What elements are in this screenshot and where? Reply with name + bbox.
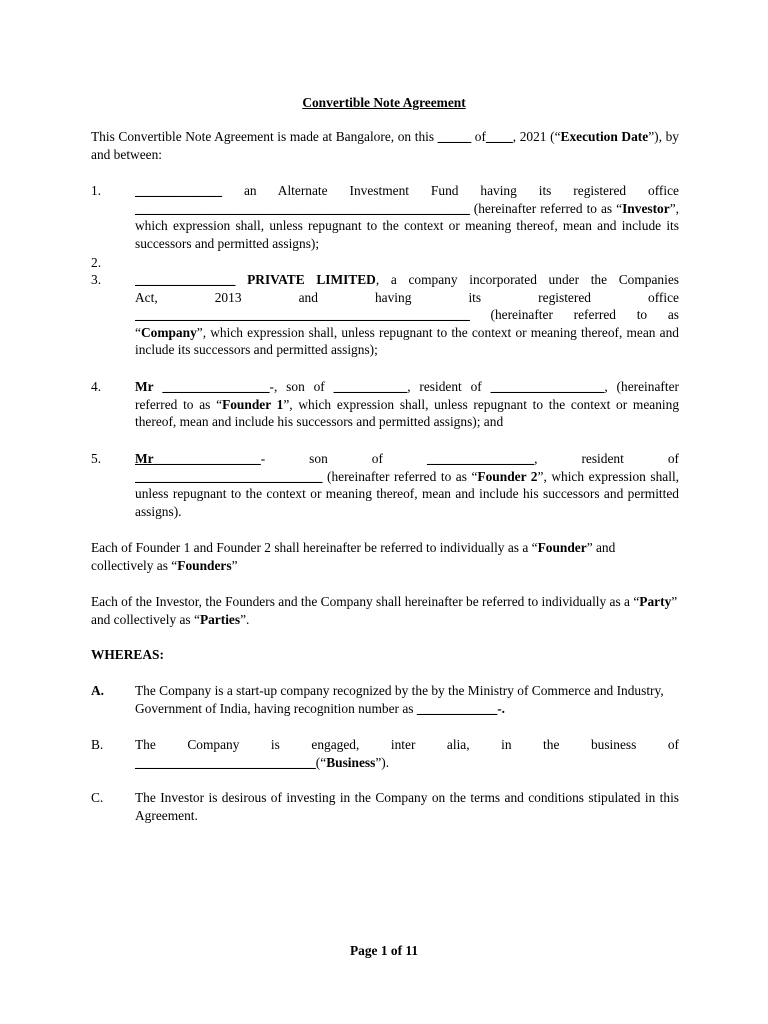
party-text: (hereinafter referred to as “ [322, 468, 478, 484]
party-founder-1 [91, 378, 679, 431]
company-suffix: PRIVATE LIMITED [235, 272, 376, 287]
party-text: ”, which expression shall, unless repugnant to the context or meaning thereof, mean and include his successors and permitted assigns). [135, 468, 679, 519]
month-blank: ____ [485, 129, 513, 144]
parties-term: Parties [199, 611, 241, 627]
business-blank: ___________________________ [135, 754, 316, 770]
party-text: ”, which expression shall, unless repugnant to the context or meaning thereof, mean and include its successors and permitted assigns); [135, 200, 679, 251]
recital-b [91, 736, 679, 771]
recital-c [91, 789, 679, 824]
paragraph-text: ” and collectively as “ [91, 540, 616, 573]
party-company [91, 271, 679, 359]
founder-2-father-blank: ________________ [426, 451, 535, 466]
party-text: (hereinafter referred to as “ [469, 200, 623, 216]
paragraph-text: ”. [240, 611, 250, 627]
recital-text: The Investor is desirous of investing in the Company on the terms and conditions stipulated in this Agreement. [135, 790, 679, 823]
investor-office-blank: __________________________________________________ [135, 200, 470, 216]
footer-text: Page [349, 943, 381, 958]
paragraph-text: Each of the Investor, the Founders and the Company shall hereinafter be referred to individually as a “ [91, 594, 640, 609]
whereas-heading: WHEREAS: [91, 647, 164, 662]
founder-1-father-blank: ___________ [333, 379, 408, 394]
paragraph-text: ” [231, 557, 238, 573]
party-text: -, son of [269, 379, 334, 394]
party-text: , resident of [534, 451, 679, 466]
party-text: - son of [260, 451, 427, 466]
party-number: 1. [91, 183, 102, 198]
parties-definition [91, 593, 679, 628]
founders-definition [91, 539, 679, 574]
intro-text: , 2021 (“ [512, 129, 561, 144]
day-blank: _____ [437, 129, 472, 144]
recital-text: (“ [315, 754, 327, 770]
document-title: Convertible Note Agreement [302, 95, 466, 110]
footer-text: of [387, 943, 406, 958]
recital-a [91, 682, 679, 717]
recital-text: The Company is engaged, inter alia, in the business of [135, 737, 679, 752]
founder-2-name-blank: ________________ [153, 451, 261, 466]
party-investor [91, 182, 679, 252]
party-number: 2. [91, 255, 102, 270]
founder-1-name-blank: ________________ [162, 379, 270, 394]
paragraph-text: Each of Founder 1 and Founder 2 shall hereinafter be referred to individually as a “ [91, 540, 538, 555]
company-name-blank: _______________ [135, 272, 236, 287]
intro-text: ”), by and between: [91, 129, 679, 162]
company-term: Company [140, 324, 197, 340]
recognition-number-blank: ____________ [416, 700, 498, 716]
founder-1-residence-blank: _________________ [490, 379, 605, 394]
party-text: ”, which expression shall, unless repugnant to the context or meaning thereof, mean and include its successors and permitted assigns); [135, 324, 679, 358]
founder-title: Mr [135, 451, 154, 466]
party-number: 3. [91, 272, 102, 287]
founder-2-term: Founder 2 [477, 468, 538, 484]
party-text: an Alternate Investment Fund having its registered office [222, 183, 679, 198]
investor-term: Investor [622, 200, 670, 216]
founders-term: Founders [177, 557, 232, 573]
party-term: Party [639, 594, 672, 609]
investor-name-blank: _____________ [135, 183, 223, 198]
founder-title: Mr [135, 379, 154, 394]
intro-paragraph [91, 128, 679, 163]
paragraph-text: ” and collectively as “ [91, 594, 678, 627]
party-number: 5. [91, 451, 102, 466]
party-text: , a company incorporated under the Companies [375, 272, 679, 287]
party-number: 4. [91, 379, 102, 394]
party-founder-2 [91, 450, 679, 520]
total-pages: 11 [405, 943, 419, 958]
recital-label: C. [91, 790, 104, 805]
intro-text: of [471, 129, 486, 144]
recital-label: B. [91, 737, 104, 752]
party-text: (hereinafter referred to as “ [135, 307, 679, 340]
party-text: Act, 2013 and having its registered office [135, 289, 679, 305]
recital-text: -. [497, 700, 506, 716]
founder-2-residence-blank: ____________________________ [135, 468, 323, 484]
page-footer [0, 942, 768, 960]
party-text: ”, which expression shall, unless repugnant to the context or meaning thereof, mean and include his successors and permitted assigns); and [135, 396, 679, 430]
recital-text: The Company is a start-up company recognized by the by the Ministry of Commerce and Industry, Government of India, having recognition number as [135, 683, 664, 716]
founder-term: Founder [537, 540, 587, 555]
business-term: Business [326, 754, 376, 770]
execution-date-term: Execution Date [560, 129, 649, 144]
recital-text: ”). [375, 754, 390, 770]
party-text: , resident of [407, 379, 491, 394]
founder-1-term: Founder 1 [222, 396, 284, 412]
recital-label: A. [91, 683, 105, 698]
party-text: , (hereinafter referred to as “ [135, 379, 679, 412]
intro-text: This Convertible Note Agreement is made at Bangalore, on this [91, 129, 438, 144]
company-office-blank: __________________________________________________ [135, 307, 470, 323]
page-number: 1 [380, 943, 388, 958]
